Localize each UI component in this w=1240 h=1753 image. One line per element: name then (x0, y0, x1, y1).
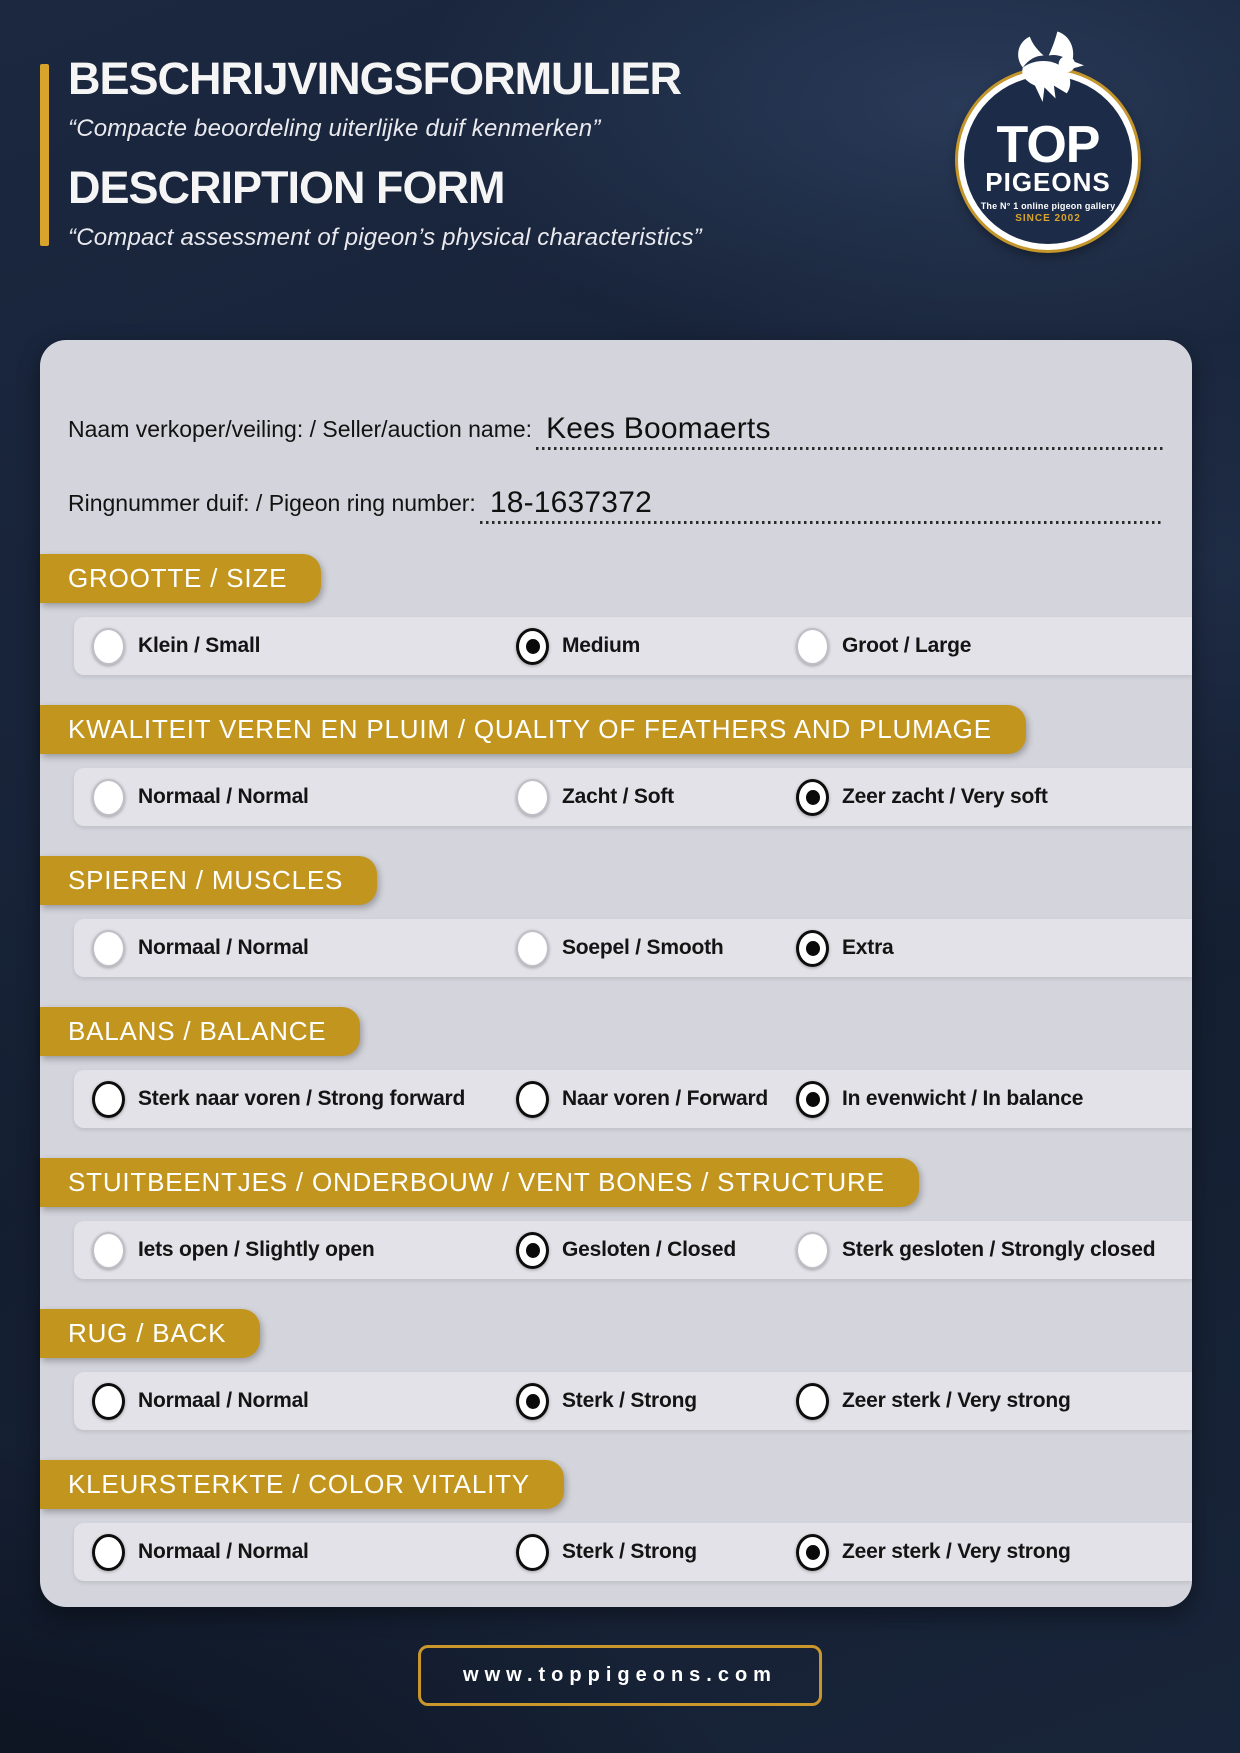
radio-option-label: Groot / Large (842, 634, 972, 657)
radio-option-label: Zeer zacht / Very soft (842, 785, 1048, 808)
radio-option[interactable] (92, 1081, 516, 1118)
section-header: RUG / BACK (40, 1309, 260, 1358)
radio-option-label: Zacht / Soft (562, 785, 674, 808)
radio-button-icon[interactable] (796, 1534, 829, 1571)
radio-option[interactable] (516, 628, 796, 665)
radio-button-icon[interactable] (516, 779, 549, 816)
radio-button-icon[interactable] (92, 1232, 125, 1269)
radio-option[interactable] (796, 1232, 1192, 1269)
section-header: BALANS / BALANCE (40, 1007, 360, 1056)
radio-option-label: Extra (842, 936, 894, 959)
options-row (74, 768, 1192, 826)
radio-option[interactable] (516, 1383, 796, 1420)
radio-option[interactable] (516, 1081, 796, 1118)
radio-dot-icon (806, 1092, 820, 1107)
options-row (74, 1523, 1192, 1581)
radio-option[interactable] (796, 628, 1192, 665)
field-value: 18-1637372 (489, 486, 652, 519)
header-titles (68, 53, 702, 274)
section-header: KWALITEIT VEREN EN PLUIM / QUALITY OF FEATHERS AND PLUMAGE (40, 705, 1026, 754)
radio-option[interactable] (92, 779, 516, 816)
radio-option-label: Sterk / Strong (562, 1389, 697, 1412)
radio-button-icon[interactable] (516, 930, 549, 967)
subtitle-dutch: “Compacte beoordeling uiterlijke duif kenmerken” (68, 115, 601, 142)
form-field (68, 478, 1164, 524)
logo-tagline: The N° 1 online pigeon gallery (980, 200, 1116, 211)
form-sections (40, 554, 1192, 1581)
form-section (40, 1007, 1192, 1128)
radio-option-label: Sterk naar voren / Strong forward (138, 1087, 466, 1110)
radio-button-icon[interactable] (516, 1534, 549, 1571)
radio-option-label: Soepel / Smooth (562, 936, 724, 959)
radio-button-icon[interactable] (92, 930, 125, 967)
radio-option-label: In evenwicht / In balance (842, 1087, 1084, 1110)
radio-option[interactable] (796, 1534, 1192, 1571)
radio-button-icon[interactable] (92, 1383, 125, 1420)
form-section (40, 554, 1192, 675)
radio-option-label: Klein / Small (138, 634, 261, 657)
form-section (40, 1309, 1192, 1430)
radio-button-icon[interactable] (92, 1534, 125, 1571)
top-pigeons-logo (952, 40, 1162, 265)
radio-button-icon[interactable] (516, 1383, 549, 1420)
radio-button-icon[interactable] (516, 1232, 549, 1269)
radio-option[interactable] (92, 1232, 516, 1269)
radio-dot-icon (806, 1545, 820, 1560)
field-label: Ringnummer duif: / Pigeon ring number: (68, 490, 476, 517)
radio-dot-icon (806, 790, 820, 805)
radio-button-icon[interactable] (796, 1081, 829, 1118)
section-header: SPIEREN / MUSCLES (40, 856, 377, 905)
radio-option-label: Naar voren / Forward (562, 1087, 769, 1110)
radio-option-label: Sterk gesloten / Strongly closed (842, 1238, 1156, 1261)
radio-option-label: Iets open / Slightly open (138, 1238, 375, 1261)
logo-word-top: TOP (996, 116, 1100, 175)
form-fields (40, 404, 1192, 524)
radio-option-label: Zeer sterk / Very strong (842, 1540, 1071, 1563)
radio-button-icon[interactable] (516, 1081, 549, 1118)
radio-button-icon[interactable] (796, 628, 829, 665)
form-section (40, 1158, 1192, 1279)
radio-option[interactable] (796, 1383, 1192, 1420)
radio-option[interactable] (92, 628, 516, 665)
radio-dot-icon (526, 1243, 540, 1258)
form-section (40, 705, 1192, 826)
radio-dot-icon (806, 941, 820, 956)
radio-option-label: Normaal / Normal (138, 1540, 309, 1563)
radio-option-label: Normaal / Normal (138, 1389, 309, 1412)
form-section (40, 856, 1192, 977)
radio-option-label: Medium (562, 634, 641, 657)
field-input-line[interactable] (536, 404, 1164, 450)
pigeon-icon (996, 28, 1098, 114)
field-input-line[interactable] (480, 478, 1164, 524)
radio-option[interactable] (516, 779, 796, 816)
options-row (74, 1070, 1192, 1128)
radio-button-icon[interactable] (516, 628, 549, 665)
form-field (68, 404, 1164, 450)
radio-button-icon[interactable] (92, 628, 125, 665)
radio-option[interactable] (516, 1232, 796, 1269)
radio-option[interactable] (516, 1534, 796, 1571)
form-panel (40, 340, 1192, 1607)
subtitle-english: “Compact assessment of pigeon’s physical characteristics” (68, 224, 702, 251)
radio-option[interactable] (796, 779, 1192, 816)
section-header: STUITBEENTJES / ONDERBOUW / VENT BONES / STRUCTURE (40, 1158, 919, 1207)
radio-option-label: Normaal / Normal (138, 785, 309, 808)
field-value: Kees Boomaerts (546, 412, 771, 445)
field-label: Naam verkoper/veiling: / Seller/auction name: (68, 416, 533, 443)
title-dutch: BESCHRIJVINGSFORMULIER (68, 53, 682, 104)
radio-option[interactable] (92, 930, 516, 967)
options-row (74, 919, 1192, 977)
radio-button-icon[interactable] (796, 1383, 829, 1420)
radio-button-icon[interactable] (796, 1232, 829, 1269)
section-header: KLEURSTERKTE / COLOR VITALITY (40, 1460, 564, 1509)
header (0, 0, 1240, 300)
radio-button-icon[interactable] (796, 779, 829, 816)
radio-option[interactable] (92, 1534, 516, 1571)
website-link[interactable]: www.toppigeons.com (418, 1645, 822, 1706)
radio-button-icon[interactable] (92, 779, 125, 816)
options-row (74, 1221, 1192, 1279)
radio-option-label: Sterk / Strong (562, 1540, 697, 1563)
radio-option-label: Gesloten / Closed (562, 1238, 736, 1261)
radio-button-icon[interactable] (92, 1081, 125, 1118)
logo-since-label: SINCE 2002 (1015, 212, 1081, 224)
header-accent-bar (40, 64, 49, 246)
title-english: DESCRIPTION FORM (68, 162, 505, 213)
radio-option[interactable] (796, 1081, 1192, 1118)
radio-dot-icon (526, 1394, 540, 1409)
radio-option[interactable] (92, 1383, 516, 1420)
logo-word-pigeons: PIGEONS (985, 167, 1111, 198)
form-section (40, 1460, 1192, 1581)
radio-option[interactable] (516, 930, 796, 967)
radio-option-label: Zeer sterk / Very strong (842, 1389, 1071, 1412)
radio-option[interactable] (796, 930, 1192, 967)
section-header: GROOTTE / SIZE (40, 554, 321, 603)
radio-option-label: Normaal / Normal (138, 936, 309, 959)
radio-dot-icon (526, 639, 540, 654)
radio-button-icon[interactable] (796, 930, 829, 967)
options-row (74, 1372, 1192, 1430)
options-row (74, 617, 1192, 675)
